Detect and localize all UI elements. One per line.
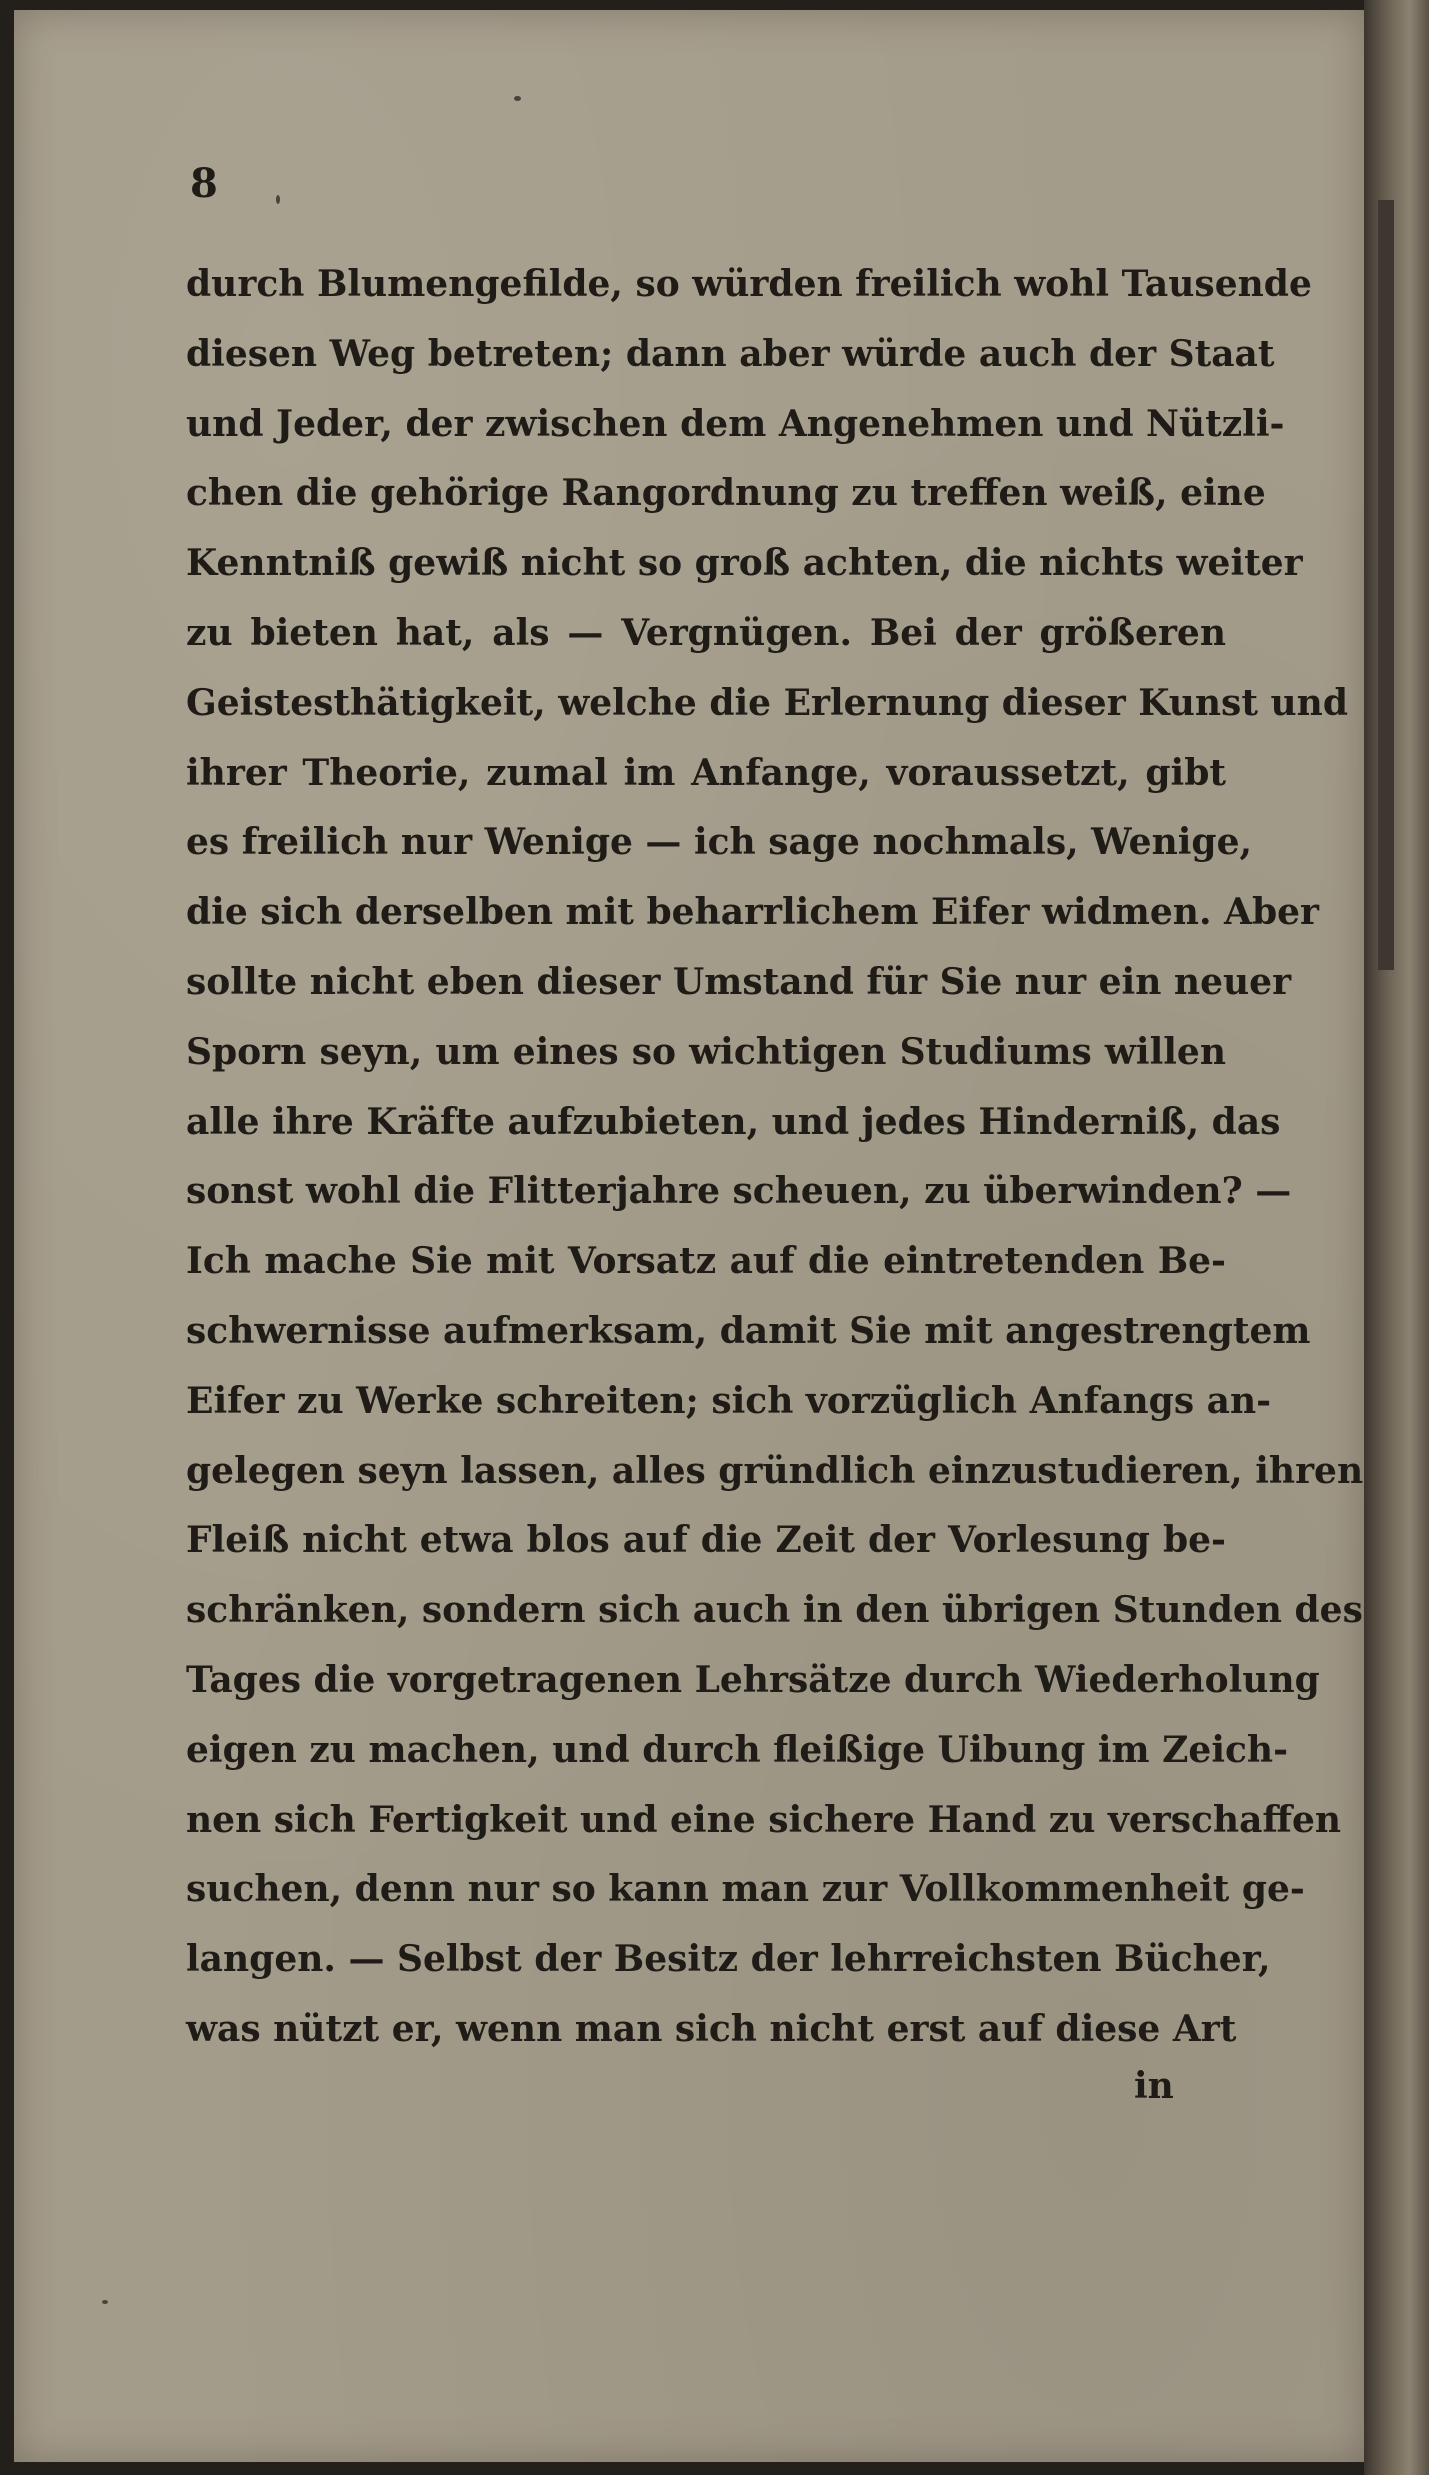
text-line: sonst wohl die Flitterjahre scheuen, zu überwinden? — — [186, 1170, 1292, 1213]
text-line: diesen Weg betreten; dann aber würde auch der Staat — [186, 332, 1275, 375]
book-gutter — [1364, 0, 1429, 2475]
text-line: sollte nicht eben dieser Umstand für Sie nur ein neuer — [186, 960, 1292, 1003]
text-line: Tages die vorgetragenen Lehrsätze durch Wiederholung — [186, 1658, 1320, 1701]
text-line: ihrer Theorie, zumal im Anfange, voraussetzt, gibt — [186, 751, 1226, 794]
text-line: durch Blumengefilde, so würden freilich wohl Tausende — [186, 263, 1312, 305]
text-line: Ich mache Sie mit Vorsatz auf die eintretenden Be- — [186, 1240, 1226, 1283]
text-line: eigen zu machen, und durch fleißige Uibung im Zeich- — [186, 1728, 1289, 1771]
text-line: schwernisse aufmerksam, damit Sie mit angestrengtem — [186, 1309, 1311, 1352]
text-line: die sich derselben mit beharrlichem Eifer widmen. Aber — [186, 891, 1319, 934]
gutter-shadow — [1378, 200, 1394, 970]
text-line: chen die gehörige Rangordnung zu treffen weiß, eine — [186, 472, 1266, 515]
text-line: es freilich nur Wenige — ich sage nochmals, Wenige, — [186, 821, 1253, 864]
text-line: Eifer zu Werke schreiten; sich vorzüglich Anfangs an- — [186, 1379, 1272, 1422]
body-text — [186, 250, 1364, 2065]
text-line: was nützt er, wenn man sich nicht erst auf diese Art — [186, 2007, 1237, 2050]
text-line: schränken, sondern sich auch in den übrigen Stunden des — [186, 1589, 1363, 1632]
text-line: langen. — Selbst der Besitz der lehrreichsten Bücher, — [186, 1938, 1271, 1981]
page-number: 8 — [190, 160, 218, 207]
text-line: Sporn seyn, um eines so wichtigen Studiums willen — [186, 1030, 1226, 1073]
text-line: alle ihre Kräfte aufzubieten, und jedes Hinderniß, das — [186, 1100, 1281, 1143]
text-line: suchen, denn nur so kann man zur Vollkommenheit ge- — [186, 1868, 1305, 1911]
text-line: gelegen seyn lassen, alles gründlich einzustudieren, ihren — [186, 1449, 1364, 1492]
paper-speck — [514, 96, 521, 101]
text-line: Geistesthätigkeit, welche die Erlernung dieser Kunst und — [186, 681, 1349, 724]
text-line: nen sich Fertigkeit und eine sichere Hand zu verschaffen — [186, 1798, 1342, 1841]
text-line: zu bieten hat, als — Vergnügen. Bei der größeren — [186, 611, 1226, 654]
text-line: und Jeder, der zwischen dem Angenehmen und Nützli- — [186, 402, 1285, 445]
text-line: Fleiß nicht etwa blos auf die Zeit der Vorlesung be- — [186, 1519, 1226, 1562]
text-line: Kenntniß gewiß nicht so groß achten, die nichts weiter — [186, 542, 1303, 585]
paper-speck — [276, 195, 280, 204]
paper-speck — [102, 2300, 108, 2304]
catchword: in — [1134, 2065, 1174, 2107]
